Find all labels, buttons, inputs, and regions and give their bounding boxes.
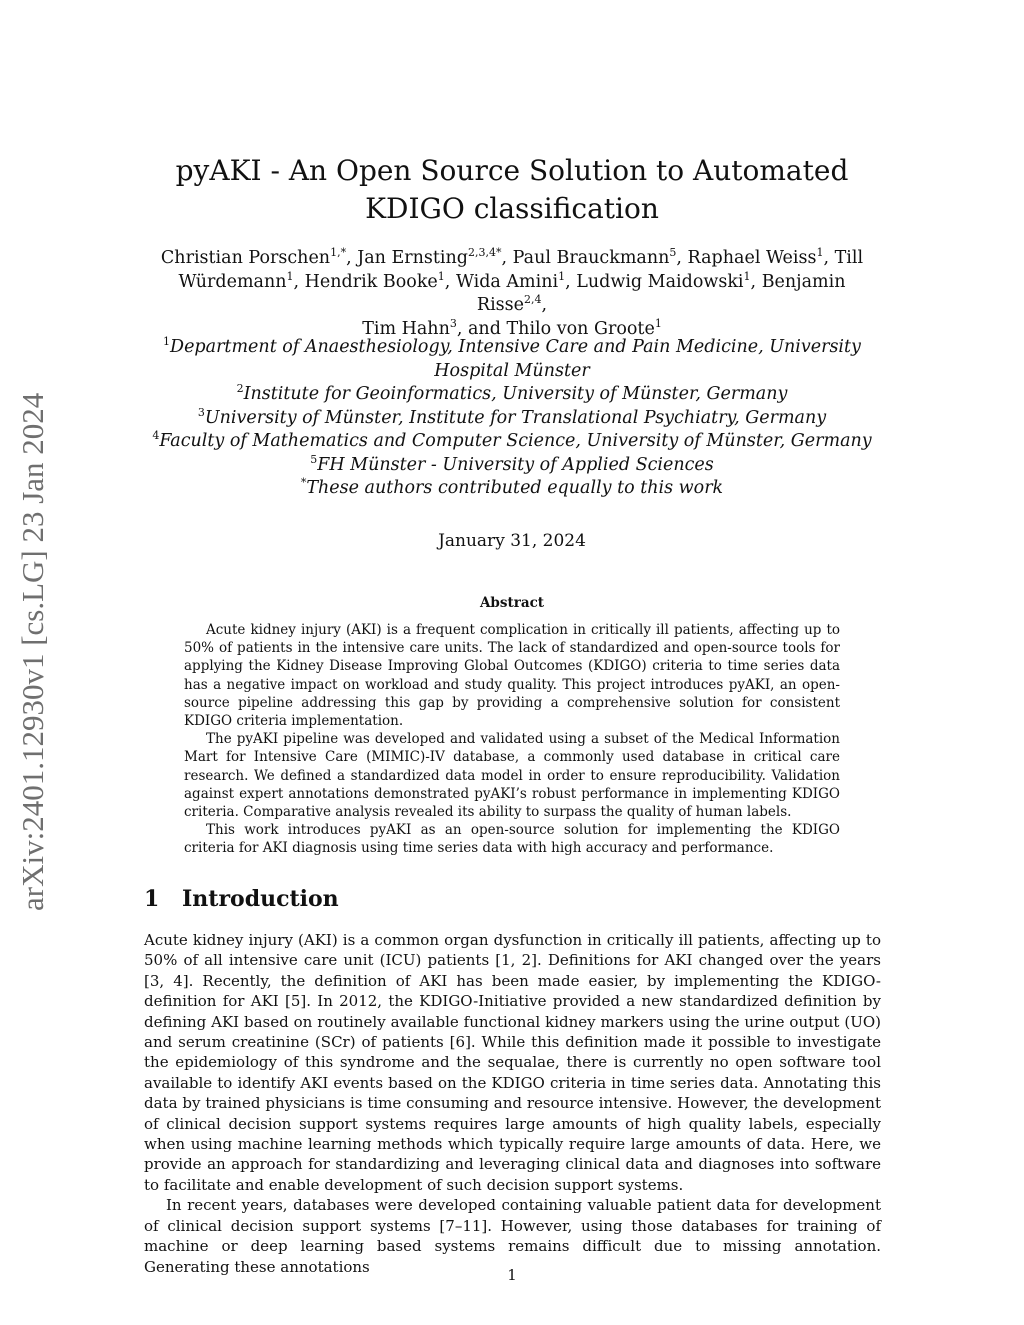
section-title: Introduction: [182, 886, 339, 912]
body-paragraph: In recent years, databases were developed containing valuable patient data for development of clinical decision support systems [7–11]. However, using those databases for training of machine or deep learning based systems remains difficult due to missing annotation. Generating these annotations: [144, 1196, 881, 1276]
author: Paul Brauckmann$^5$: [512, 246, 677, 268]
affiliation: $^2$Institute for Geoinformatics, University of Münster, Germany: [236, 382, 788, 404]
affiliation-list: [144, 336, 880, 501]
author: Christian Porschen$^{1,*}$: [160, 246, 347, 268]
author: Tim Hahn$^3$: [362, 316, 457, 339]
author: Hendrik Booke$^1$: [304, 269, 445, 292]
abstract-paragraph: Acute kidney injury (AKI) is a frequent complication in critically ill patients, affecting up to 50% of patients in the intensive care units. The lack of standardized and open-source tools for applying the Kidney Disease Improving Global Outcomes (KDIGO) criteria to time series data has a negative impact on workload and study quality. This project introduces pyAKI, an open-source pipeline addressing this gap by providing a comprehensive solution for consistent KDIGO criteria implementation.: [184, 622, 840, 730]
publication-date: January 31, 2024: [438, 531, 586, 551]
affiliation: *These authors contributed equally to this work: [300, 476, 724, 498]
paper-title: pyAKI - An Open Source Solution to Automated KDIGO classification: [175, 154, 849, 225]
section-heading: [144, 884, 339, 914]
section-body: [144, 930, 881, 1277]
affiliation: $^5$FH Münster - University of Applied Sciences: [310, 452, 714, 475]
abstract-paragraph: This work introduces pyAKI as an open-source solution for implementing the KDIGO criteria for AKI diagnosis using time series data with high accuracy and performance.: [184, 822, 840, 857]
arxiv-identifier: arXiv:2401.12930v1 [cs.LG] 23 Jan 2024: [15, 392, 50, 912]
author: Till Würdemann$^1$: [178, 248, 864, 292]
author: Benjamin Risse$^{2,4}$: [476, 271, 846, 315]
body-paragraph: Acute kidney injury (AKI) is a common organ dysfunction in critically ill patients, affecting up to 50% of all intensive care unit (ICU) patients [1, 2]. Definitions for AKI changed over the years [3, 4]. Recently, the definition of AKI has been made easier, by implementing the KDIGO-definition for AKI [5]. In 2012, the KDIGO-Initiative provided a new standardized definition by defining AKI based on routinely available functional kidney markers using the urine output (UO) and serum creatinine (SCr) of patients [6]. While this definition made it possible to investigate the epidemiology of this syndrome and the sequalae, there is currently no open software tool available to identify AKI events based on the KDIGO criteria in time series data. Annotating this data by trained physicians is time consuming and resource intensive. However, the development of clinical decision support systems requires large amounts of high quality labels, especially when using machine learning methods which typically require large amounts of data. Here, we provide an approach for standardizing and leveraging clinical data and diagnoses into software to facilitate and enable development of such decision support systems.: [144, 931, 881, 1194]
author: Raphael Weiss$^1$: [687, 246, 824, 268]
section-number: 1: [144, 886, 160, 912]
abstract-paragraph: The pyAKI pipeline was developed and validated using a subset of the Medical Information Mart for Intensive Care (MIMIC)-IV database, a commonly used database in critical care research. We defined a standardized data model in order to ensure reproducibility. Validation against expert annotations demonstrated pyAKI’s robust performance in implementing KDIGO criteria. Comparative analysis revealed its ability to surpass the quality of human labels.: [184, 731, 840, 821]
author-conjunction: and: [468, 318, 501, 339]
affiliation: $^4$Faculty of Mathematics and Computer Science, University of Münster, Germany: [152, 429, 872, 451]
page-number: 1: [507, 1266, 517, 1284]
abstract-heading: Abstract: [479, 595, 545, 611]
affiliation: $^3$University of Münster, Institute for Translational Psychiatry, Germany: [197, 405, 827, 428]
author: Thilo von Groote$^1$: [506, 316, 662, 339]
author: Ludwig Maidowski$^1$: [576, 269, 751, 292]
author: Jan Ernsting$^{2,3,4*}$: [357, 246, 502, 268]
affiliation: $^1$Department of Anaesthesiology, Intensive Care and Pain Medicine, University Hospital Münster: [163, 335, 861, 381]
abstract-body: [184, 621, 840, 858]
author: Wida Amini$^1$: [455, 269, 566, 292]
author-list: Christian Porschen$^{1,*}$, Jan Ernsting$^{2,3,4*}$, Paul Brauckmann$^5$, Raphael Weiss$^1$, Till Würdemann$^1$, Hendrik Booke$^1$, Wida Amini$^1$, Ludwig Maidowski$^1$, Benjamin Risse$^{2,4}$, Tim Hahn$^3$, and Thilo von Groote$^1$: [160, 246, 864, 339]
